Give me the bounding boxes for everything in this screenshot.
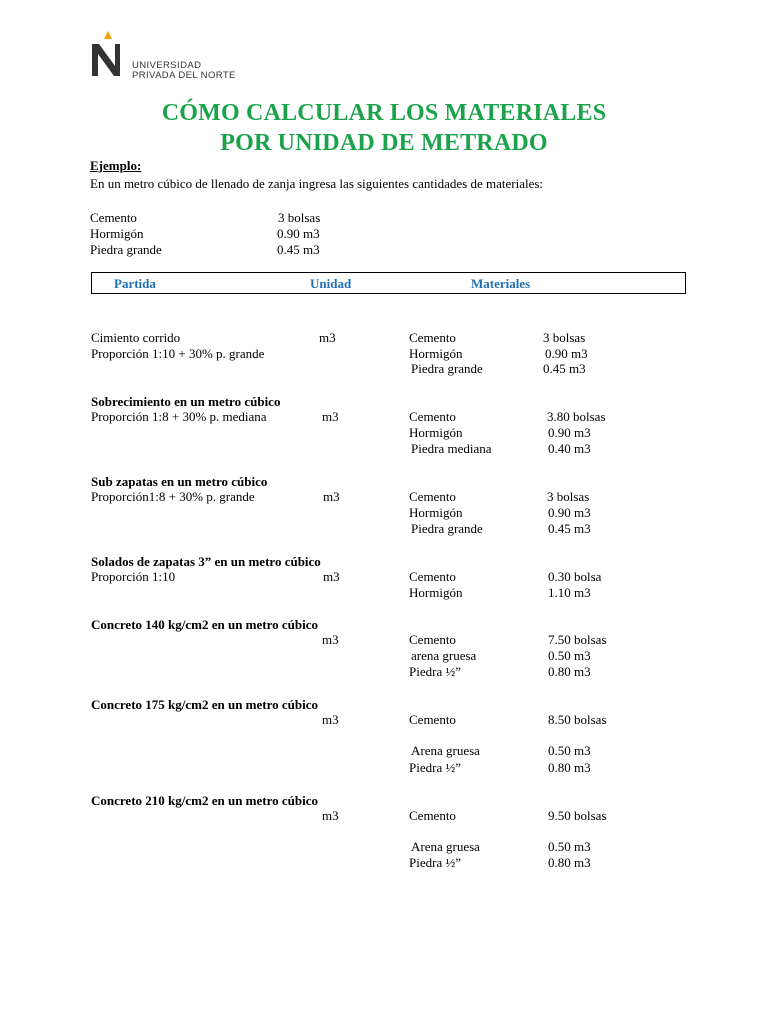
section-subtitle: Proporción 1:10 (91, 569, 176, 584)
section-unit: m3 (322, 409, 339, 424)
material-qty: 3 bolsas (543, 330, 586, 345)
material-name: Arena gruesa (411, 743, 480, 758)
material-qty: 3.80 bolsas (547, 409, 606, 424)
section-title: Concreto 140 kg/cm2 en un metro cúbico (91, 617, 318, 632)
material-name: Piedra mediana (411, 441, 492, 456)
example-intro: En un metro cúbico de llenado de zanja ingresa las siguientes cantidades de materiales: (90, 176, 544, 191)
material-qty: 0.90 m3 (545, 346, 588, 361)
header-materiales: Materiales (471, 276, 531, 291)
material-qty: 0.50 m3 (548, 743, 591, 758)
section-subtitle: Proporción 1:10 + 30% p. grande (91, 346, 265, 361)
material-name: Cemento (409, 808, 456, 823)
material-qty: 7.50 bolsas (548, 632, 607, 647)
material-name: Cemento (409, 489, 456, 504)
material-qty: 0.80 m3 (548, 855, 591, 870)
material-qty: 3 bolsas (547, 489, 590, 504)
material-name: arena gruesa (411, 648, 477, 663)
material-qty: 0.80 m3 (548, 760, 591, 775)
material-qty: 0.30 bolsa (548, 569, 602, 584)
logo-text-line1: UNIVERSIDAD (132, 60, 202, 71)
material-name: Piedra grande (411, 361, 483, 376)
material-qty: 9.50 bolsas (548, 808, 607, 823)
section-unit: m3 (323, 569, 340, 584)
section-subtitle: Proporción1:8 + 30% p. grande (91, 489, 255, 504)
section-unit: m3 (322, 808, 339, 823)
upn-n-icon (88, 30, 128, 80)
material-name: Cemento (409, 712, 456, 727)
material-name: Cemento (409, 632, 456, 647)
material-qty: 0.90 m3 (548, 505, 591, 520)
university-logo (88, 30, 268, 82)
section-title: Concreto 210 kg/cm2 en un metro cúbico (91, 793, 318, 808)
section-unit: m3 (322, 632, 339, 647)
material-qty: 0.50 m3 (548, 648, 591, 663)
page-title-line2: POR UNIDAD DE METRADO (220, 130, 548, 156)
example-item-name: Cemento (90, 210, 137, 225)
section-subtitle: Proporción 1:8 + 30% p. mediana (91, 409, 267, 424)
table-header-box (91, 272, 686, 294)
example-item-qty: 3 bolsas (278, 210, 321, 225)
material-name: Hormigón (409, 505, 463, 520)
material-name: Cemento (409, 330, 456, 345)
material-qty: 0.45 m3 (543, 361, 586, 376)
section-title: Cimiento corrido (91, 330, 181, 345)
material-qty: 0.40 m3 (548, 441, 591, 456)
section-title: Solados de zapatas 3” en un metro cúbico (91, 554, 321, 569)
material-name: Piedra grande (411, 521, 483, 536)
section-unit: m3 (322, 712, 339, 727)
example-item-name: Piedra grande (90, 242, 162, 257)
material-qty: 0.45 m3 (548, 521, 591, 536)
material-name: Hormigón (409, 425, 463, 440)
header-partida: Partida (114, 276, 156, 291)
section-unit: m3 (319, 330, 336, 345)
material-name: Hormigón (409, 346, 463, 361)
section-unit: m3 (323, 489, 340, 504)
example-item-qty: 0.90 m3 (277, 226, 320, 241)
material-qty: 1.10 m3 (548, 585, 591, 600)
material-qty: 0.50 m3 (548, 839, 591, 854)
section-title: Sub zapatas en un metro cúbico (91, 474, 268, 489)
page-title-line1: CÓMO CALCULAR LOS MATERIALES (161, 100, 607, 126)
material-name: Piedra ½” (409, 760, 461, 775)
material-name: Hormigón (409, 585, 463, 600)
material-qty: 0.90 m3 (548, 425, 591, 440)
material-name: Cemento (409, 569, 456, 584)
example-item-name: Hormigón (90, 226, 144, 241)
material-name: Cemento (409, 409, 456, 424)
material-qty: 8.50 bolsas (548, 712, 607, 727)
material-name: Piedra ½” (409, 664, 461, 679)
section-title: Sobrecimiento en un metro cúbico (91, 394, 281, 409)
material-qty: 0.80 m3 (548, 664, 591, 679)
material-name: Piedra ½” (409, 855, 461, 870)
example-label: Ejemplo: (90, 158, 142, 173)
header-unidad: Unidad (310, 276, 352, 291)
material-name: Arena gruesa (411, 839, 480, 854)
logo-text-line2: PRIVADA DEL NORTE (132, 70, 236, 81)
example-item-qty: 0.45 m3 (277, 242, 320, 257)
section-title: Concreto 175 kg/cm2 en un metro cúbico (91, 697, 318, 712)
